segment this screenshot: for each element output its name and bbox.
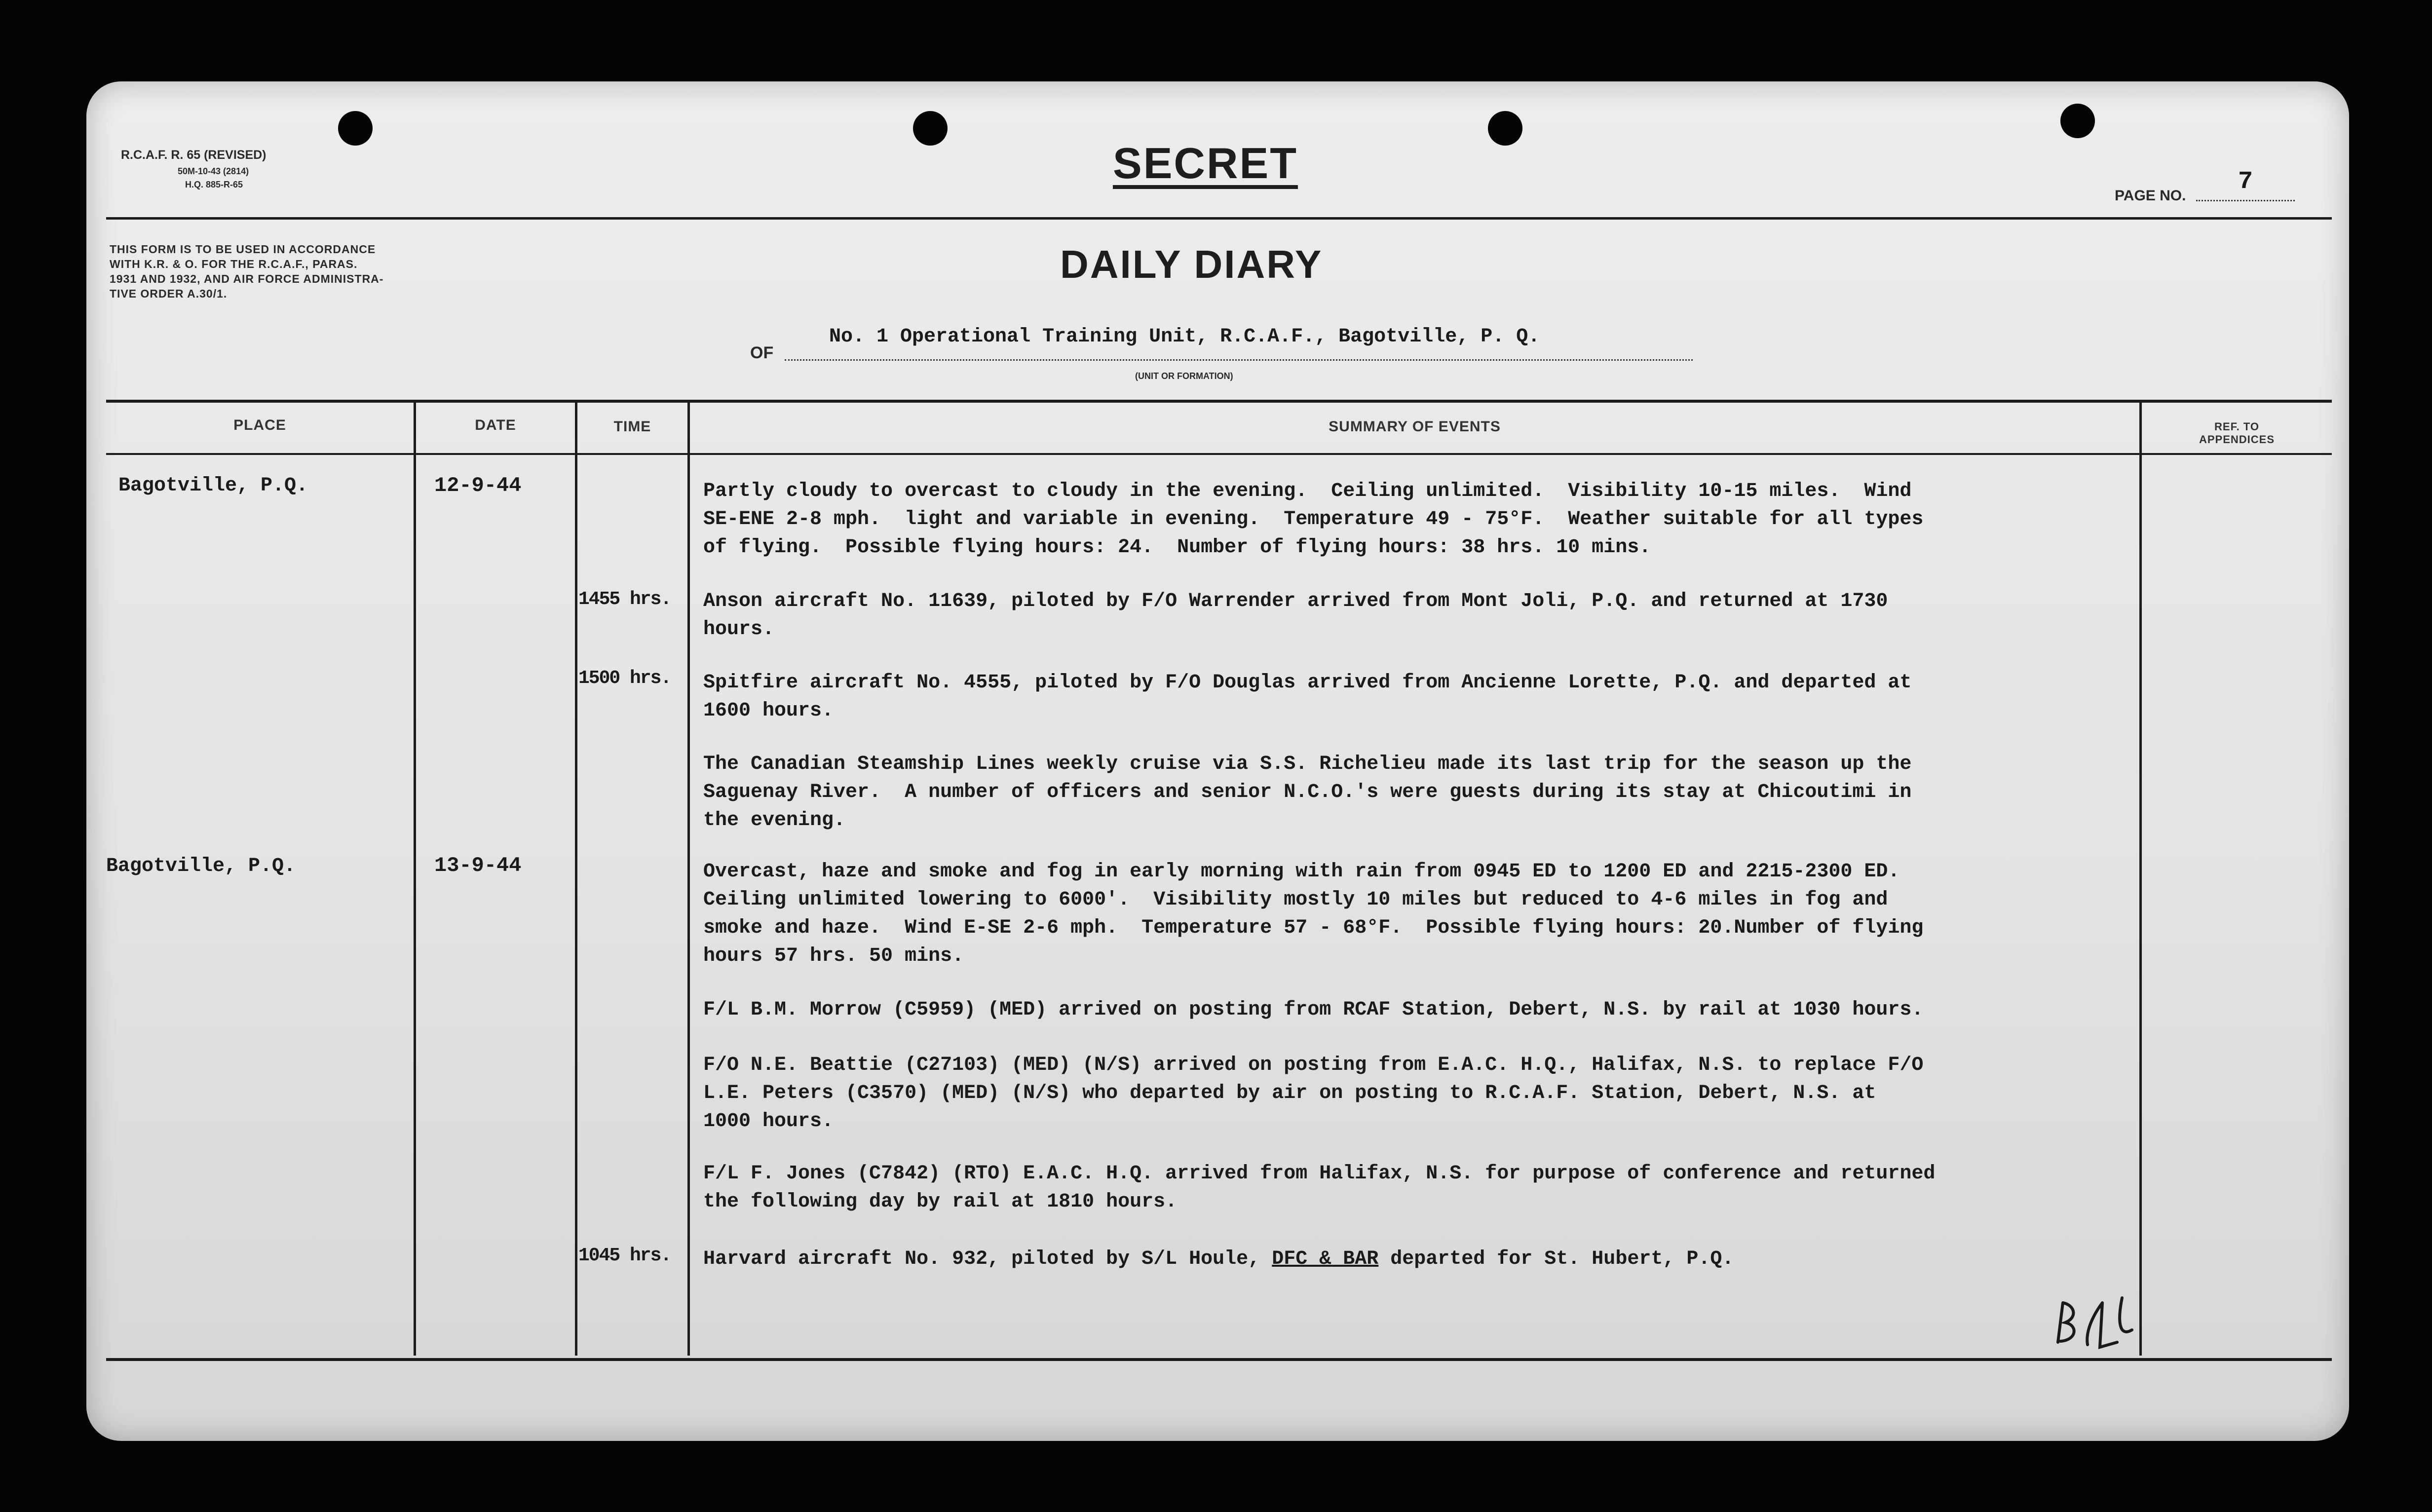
column-header-ref: APPENDICES [2199,433,2275,446]
summary-entry [703,1245,1734,1273]
column-divider [575,401,577,1356]
binder-hole [338,111,373,146]
place-cell: Bagotville, P.Q. [106,855,296,877]
summary-entry: Partly cloudy to overcast to cloudy in the evening. Ceiling unlimited. Visibility 10-15 miles. Wind SE-ENE 2-8 mph. light and variable in evening. Temperature 49 - 75°F. Weather suitable for all types of flying. Possible flying hours: 24. Number of flying hours: 38 hrs. 10 mins. [703,480,1924,559]
summary-entry: Overcast, haze and smoke and fog in early morning with rain from 0945 ED to 1200 ED and 2215-2300 ED. Ceiling unlimited lowering to 6000'. Visibility mostly 10 miles but reduced to 4-6 miles in fog and smoke and haze. Wind E-SE 2-6 mph. Temperature 57 - 68°F. Possible flying hours: 20.Number of flying hours 57 hrs. 50 mins. [703,861,1924,967]
summary-entry: The Canadian Steamship Lines weekly cruise via S.S. Richelieu made its last trip for the season up the Saguenay River. A number of officers and senior N.C.O.'s were guests during its stay at Chicoutimi in the evening. [703,753,1912,832]
time-cell: 1045 hrs. [578,1245,671,1266]
column-header-time: TIME [613,418,651,435]
summary-entry: Anson aircraft No. 11639, piloted by F/O Warrender arrived from Mont Joli, P.Q. and returned at 1730 hours. [703,590,1888,641]
column-header-place: PLACE [233,417,286,433]
unit-name: No. 1 Operational Training Unit, R.C.A.F., Bagotville, P. Q. [829,326,1540,348]
column-header-ref: REF. TO [2214,420,2259,433]
page-label: PAGE NO. [2115,188,2186,204]
column-divider [687,401,690,1356]
summary-entry: Spitfire aircraft No. 4555, piloted by F/O Douglas arrived from Ancienne Lorette, P.Q. and departed at 1600 hours. [703,672,1912,722]
form-instructions: 1931 AND 1932, AND AIR FORCE ADMINISTRA- [110,272,384,285]
date-cell: 13-9-44 [434,854,522,877]
form-instructions: THIS FORM IS TO BE USED IN ACCORDANCE [110,243,376,256]
form-title: DAILY DIARY [1060,242,1323,286]
entry-text: Harvard aircraft No. 932, piloted by S/L Houle, [703,1248,1272,1270]
page-number-line [2196,200,2295,201]
entry-text: departed for St. Hubert, P.Q. [1378,1248,1734,1270]
column-header-rule [106,453,2332,455]
classification-stamp: SECRET [1113,139,1298,188]
binder-hole [1488,111,1522,146]
column-header-date: DATE [475,417,516,433]
unit-caption: (UNIT OR FORMATION) [1135,371,1233,381]
table-bottom-rule [106,1358,2332,1361]
binder-hole [913,111,948,146]
summary-entry: F/L B.M. Morrow (C5959) (MED) arrived on posting from RCAF Station, Debert, N.S. by rail at 1030 hours. [703,999,1924,1021]
time-cell: 1455 hrs. [578,589,671,610]
form-print-line: H.Q. 885-R-65 [185,180,243,189]
place-cell: Bagotville, P.Q. [118,475,308,497]
form-instructions: TIVE ORDER A.30/1. [110,287,228,300]
time-cell: 1500 hrs. [578,668,671,689]
form-number: R.C.A.F. R. 65 (REVISED) [121,148,266,162]
unit-underline [785,359,1693,361]
page-number: 7 [2238,168,2253,196]
summary-entry: F/O N.E. Beattie (C27103) (MED) (N/S) arrived on posting from E.A.C. H.Q., Halifax, N.S. to replace F/O L.E. Peters (C3570) (MED) (N/S) who departed by air on posting to R.C.A.F. Station, Debert, N.S. at 1000 hours. [703,1054,1924,1133]
binder-hole [2060,104,2095,138]
column-header-summary: SUMMARY OF EVENTS [1329,418,1501,435]
table-top-rule [106,400,2332,403]
form-instructions: WITH K.R. & O. FOR THE R.C.A.F., PARAS. [110,258,358,270]
header-rule [106,217,2332,220]
handwritten-initials [2048,1283,2142,1357]
decoration-underlined: DFC & BAR [1272,1248,1379,1270]
form-print-line: 50M-10-43 (2814) [178,166,249,176]
summary-entry: F/L F. Jones (C7842) (RTO) E.A.C. H.Q. arrived from Halifax, N.S. for purpose of conference and returned the following day by rail at 1810 hours. [703,1163,1936,1213]
of-label: OF [750,343,774,362]
column-divider [2139,401,2142,1356]
column-divider [414,401,416,1356]
date-cell: 12-9-44 [434,474,522,497]
